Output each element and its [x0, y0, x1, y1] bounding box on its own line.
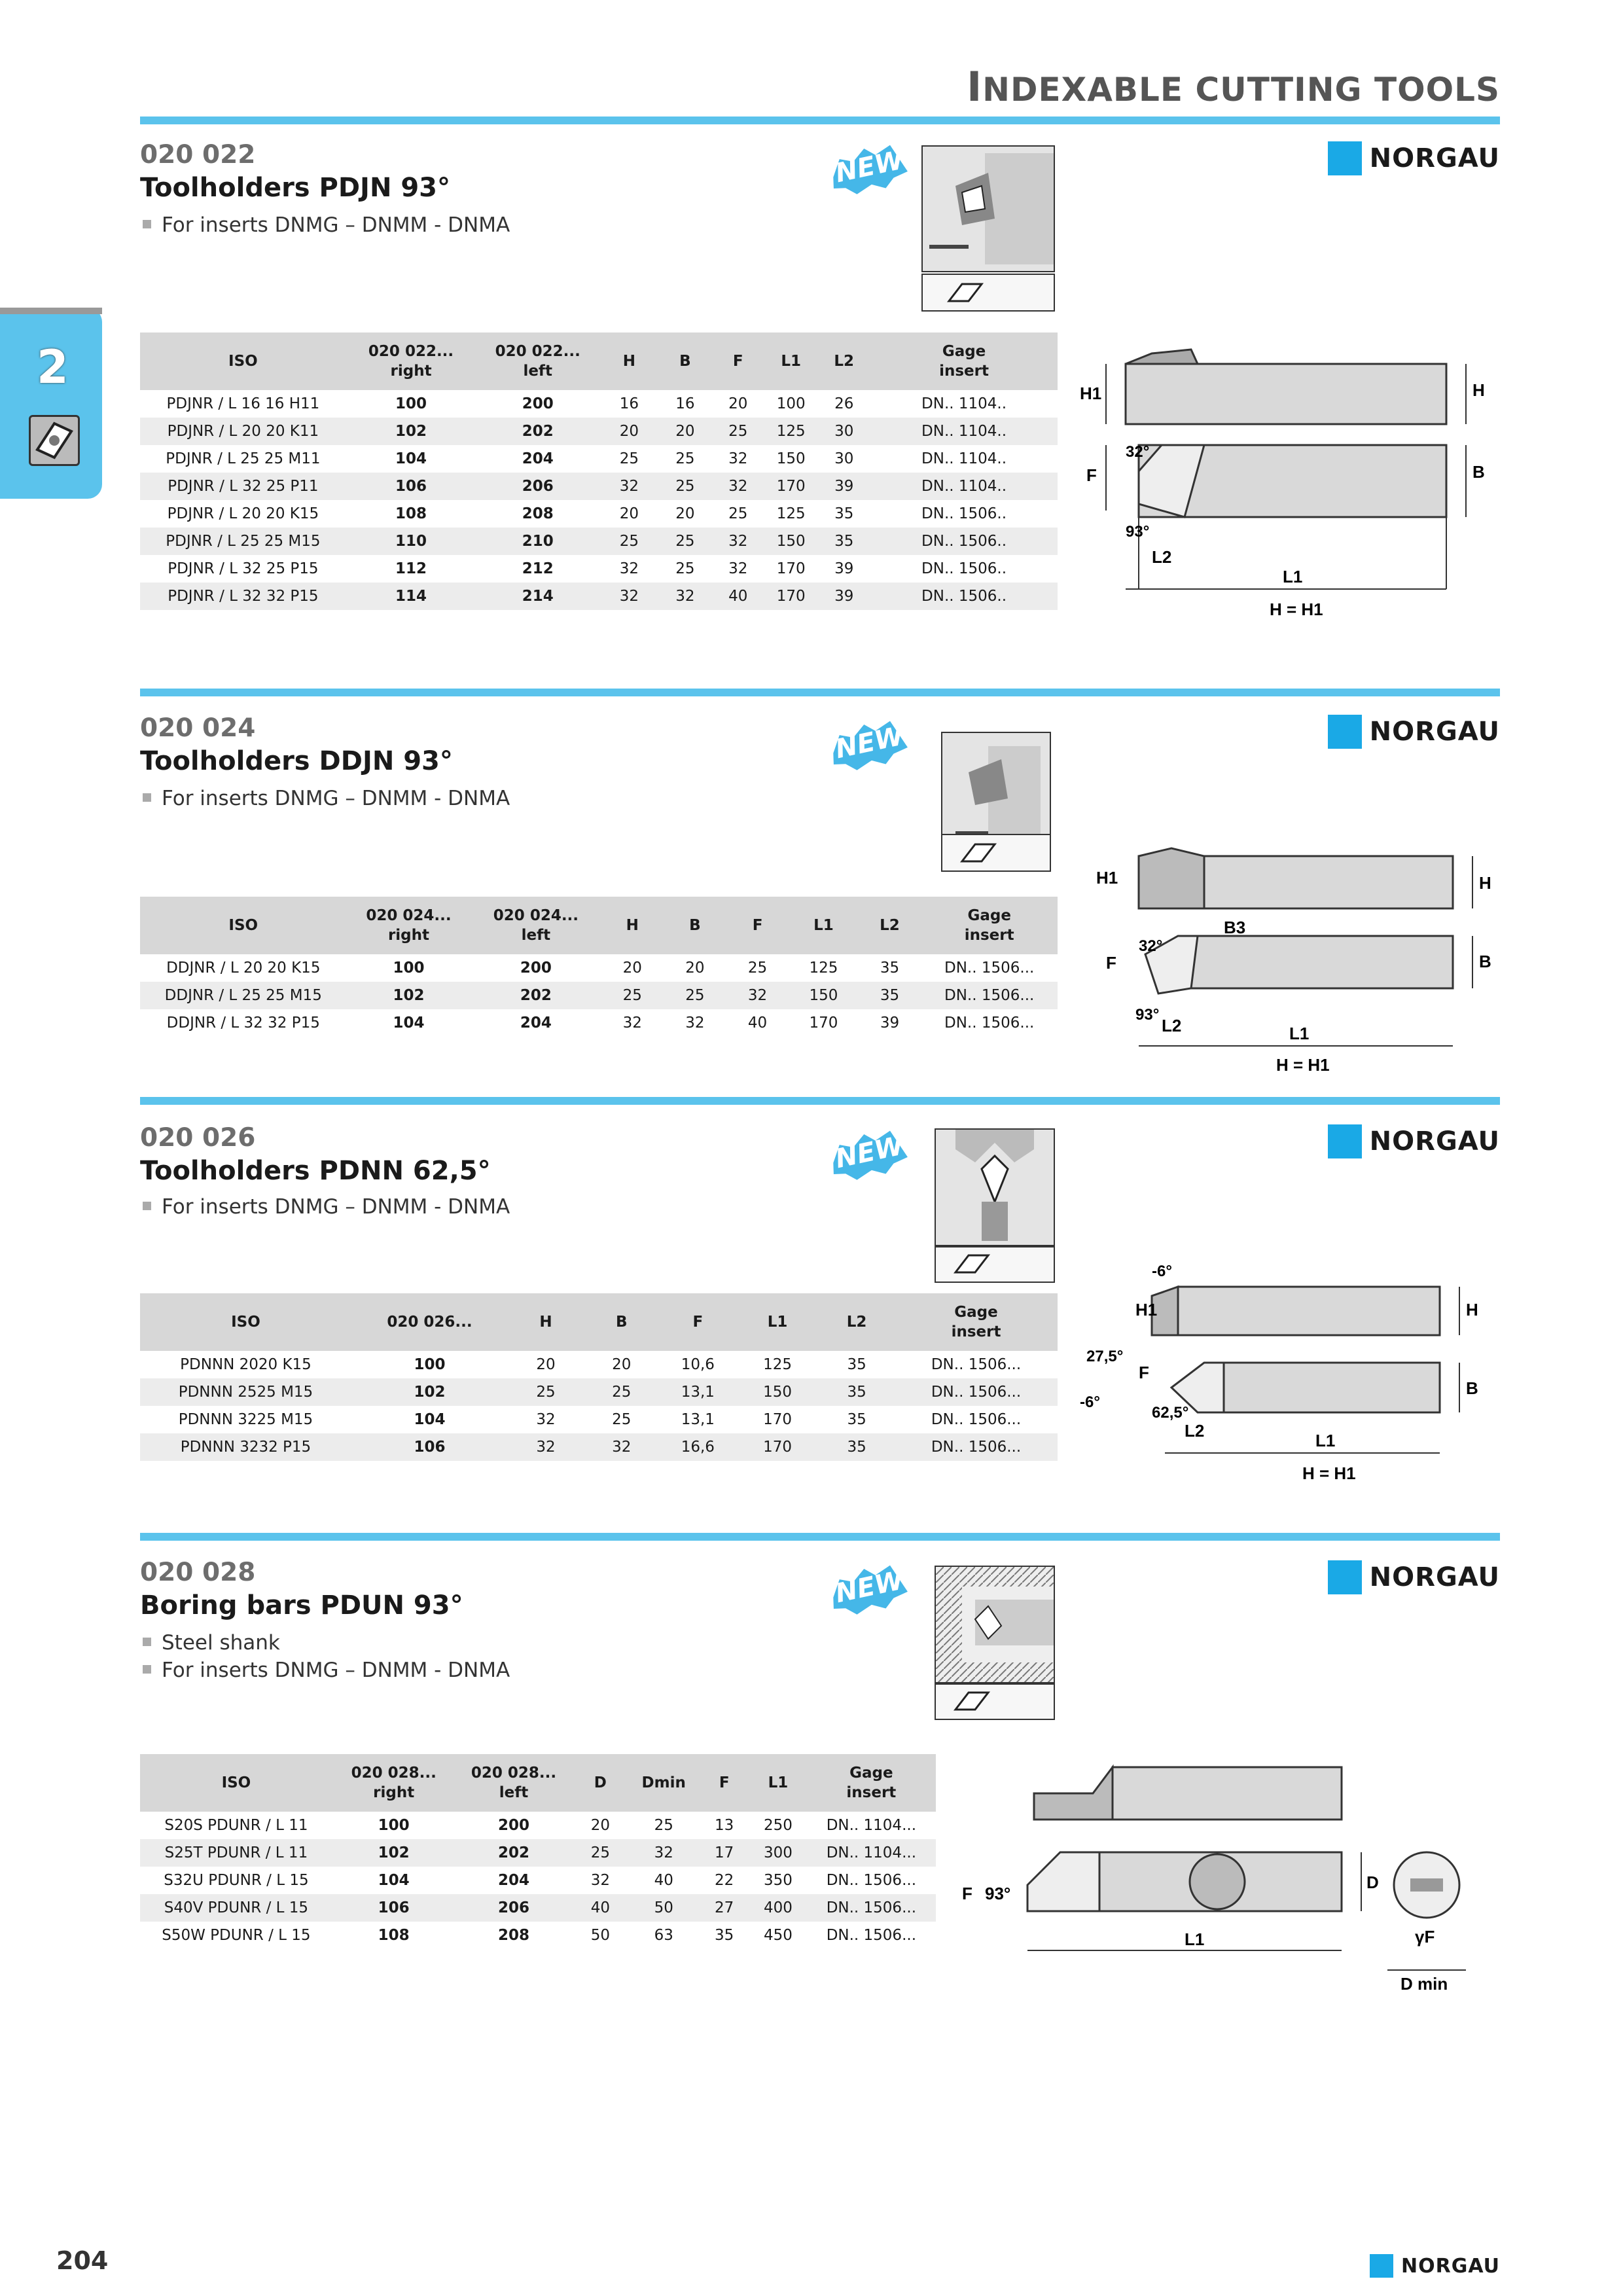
technical-drawing	[1073, 1257, 1492, 1492]
table-row: PDNNN 2525 M15 102 25 25 13,1 150 35 DN.. 1506...	[140, 1378, 1058, 1406]
column-header: Gage insert	[895, 1293, 1058, 1351]
column-header: F	[660, 1293, 736, 1351]
drawing-label: H	[1472, 380, 1485, 400]
section-title: Toolholders DDJN 93°	[140, 746, 453, 776]
insert-shape-icon	[935, 1246, 1055, 1283]
new-badge: NEW!	[833, 719, 918, 765]
column-header: L1	[749, 1754, 807, 1812]
column-header: F	[711, 332, 764, 390]
column-header: 020 022... right	[346, 332, 476, 390]
section-title: Boring bars PDUN 93°	[140, 1590, 463, 1621]
drawing-label: 93°	[985, 1884, 1011, 1903]
bullet-item: For inserts DNMG – DNMM - DNMA	[143, 213, 510, 237]
column-header: L1	[736, 1293, 819, 1351]
column-header: H	[601, 897, 664, 954]
drawing-label: D min	[1400, 1974, 1448, 1994]
page-number: 204	[56, 2246, 109, 2275]
table-row: PDJNR / L 25 25 M15 110 210 25 25 32 150 35 DN.. 1506..	[140, 528, 1058, 555]
column-header: 020 028... right	[332, 1754, 455, 1812]
chapter-tab[interactable]	[0, 308, 102, 499]
table-row: S50W PDUNR / L 15 108 208 50 63 35 450 DN.. 1506...	[140, 1922, 936, 1949]
drawing-label: B	[1479, 952, 1491, 971]
drawing-label: L1	[1289, 1024, 1310, 1043]
table-row: PDJNR / L 32 25 P11 106 206 32 25 32 170 39 DN.. 1104..	[140, 473, 1058, 500]
section-rule	[140, 689, 1500, 696]
drawing-label: γF	[1415, 1927, 1435, 1946]
toolholder-photo	[921, 145, 1055, 272]
column-header: 020 022... left	[476, 332, 599, 390]
drawing-label: L2	[1185, 1421, 1205, 1441]
spec-table	[140, 1293, 1058, 1461]
table-row: S32U PDUNR / L 15 104 204 32 40 22 350 DN.. 1506...	[140, 1867, 936, 1894]
drawing-label: B3	[1224, 918, 1246, 937]
section-code: 020 022	[140, 140, 256, 170]
column-header: L1	[789, 897, 858, 954]
bullet-item: For inserts DNMG – DNMM - DNMA	[143, 1195, 510, 1219]
section-rule	[140, 1533, 1500, 1541]
column-header: L2	[817, 332, 870, 390]
drawing-label: -6°	[1080, 1393, 1100, 1411]
drawing-label: H1	[1135, 1300, 1158, 1319]
drawing-label: 27,5°	[1086, 1348, 1124, 1365]
column-header: F	[726, 897, 789, 954]
spec-table	[140, 332, 1058, 610]
drawing-label: L1	[1315, 1431, 1336, 1450]
column-header: H	[599, 332, 658, 390]
drawing-label: H1	[1096, 868, 1118, 888]
column-header: Gage insert	[921, 897, 1058, 954]
column-header: ISO	[140, 1293, 351, 1351]
drawing-label: F	[1139, 1363, 1149, 1382]
page-header-title: INDEXABLE CUTTING TOOLS	[967, 63, 1500, 111]
chapter-tab-bar	[0, 308, 102, 314]
table-row: S25T PDUNR / L 11 102 202 25 32 17 300 DN.. 1104...	[140, 1839, 936, 1867]
drawing-label: -6°	[1152, 1263, 1172, 1280]
column-header: B	[659, 332, 712, 390]
table-row: PDNNN 3225 M15 104 32 25 13,1 170 35 DN.. 1506...	[140, 1406, 1058, 1433]
drawing-label: H1	[1080, 384, 1102, 403]
drawing-label: 32°	[1126, 443, 1150, 461]
bullet-item: Steel shank	[143, 1631, 280, 1655]
table-row: S40V PDUNR / L 15 106 206 40 50 27 400 DN.. 1506...	[140, 1894, 936, 1922]
new-badge: NEW!	[833, 1563, 918, 1609]
drawing-label: L2	[1152, 547, 1172, 567]
drawing-label: H	[1466, 1300, 1478, 1319]
drawing-label: F	[962, 1884, 972, 1903]
column-header: B	[664, 897, 726, 954]
table-row: DDJNR / L 20 20 K15 100 200 20 20 25 125 35 DN.. 1506...	[140, 954, 1058, 982]
section-rule	[140, 1097, 1500, 1105]
section-code: 020 026	[140, 1123, 256, 1153]
technical-drawing	[942, 1754, 1492, 2003]
brand-logo: NORGAU	[1328, 141, 1500, 175]
table-row: PDJNR / L 32 25 P15 112 212 32 25 32 170 39 DN.. 1506..	[140, 555, 1058, 583]
column-header: L1	[764, 332, 817, 390]
new-badge: NEW!	[833, 143, 918, 189]
brand-logo: NORGAU	[1328, 715, 1500, 749]
technical-drawing	[1073, 340, 1492, 628]
column-header: D	[572, 1754, 628, 1812]
table-row: PDNNN 3232 P15 106 32 32 16,6 170 35 DN.. 1506...	[140, 1433, 1058, 1461]
column-header: 020 024... right	[347, 897, 471, 954]
insert-shape-icon	[921, 274, 1055, 312]
bullet-item: For inserts DNMG – DNMM - DNMA	[143, 1659, 510, 1682]
drawing-label: F	[1106, 953, 1116, 973]
column-header: H	[508, 1293, 584, 1351]
drawing-label: 62,5°	[1152, 1404, 1189, 1422]
technical-drawing	[1086, 836, 1492, 1085]
column-header: Dmin	[628, 1754, 699, 1812]
drawing-label: 93°	[1126, 523, 1150, 541]
column-header: 020 024... left	[471, 897, 601, 954]
table-row: S20S PDUNR / L 11 100 200 20 25 13 250 DN.. 1104...	[140, 1812, 936, 1839]
header-rule	[140, 117, 1500, 124]
new-badge: NEW!	[833, 1128, 918, 1175]
drawing-label: B	[1466, 1378, 1478, 1398]
drawing-label: L1	[1283, 567, 1303, 586]
column-header: ISO	[140, 897, 347, 954]
column-header: 020 026...	[351, 1293, 508, 1351]
drawing-label: H = H1	[1270, 600, 1323, 619]
column-header: L2	[859, 897, 921, 954]
drawing-label: B	[1472, 462, 1485, 482]
bullet-item: For inserts DNMG – DNMM - DNMA	[143, 787, 510, 810]
column-header: Gage insert	[870, 332, 1058, 390]
column-header: F	[699, 1754, 749, 1812]
table-row: PDJNR / L 20 20 K11 102 202 20 20 25 125 30 DN.. 1104..	[140, 418, 1058, 445]
toolholder-photo	[935, 1128, 1055, 1246]
column-header: L2	[819, 1293, 895, 1351]
footer-brand-logo: NORGAU	[1370, 2254, 1500, 2278]
brand-logo: NORGAU	[1328, 1124, 1500, 1158]
spec-table	[140, 1754, 936, 1949]
column-header: Gage insert	[807, 1754, 936, 1812]
section-title: Toolholders PDJN 93°	[140, 173, 451, 203]
section-title: Toolholders PDNN 62,5°	[140, 1156, 491, 1186]
table-row: PDNNN 2020 K15 100 20 20 10,6 125 35 DN.. 1506...	[140, 1351, 1058, 1378]
drawing-label: F	[1086, 465, 1097, 485]
chapter-number: 2	[37, 340, 69, 394]
table-row: DDJNR / L 25 25 M15 102 202 25 25 32 150 35 DN.. 1506...	[140, 982, 1058, 1009]
drawing-label: H = H1	[1302, 1463, 1356, 1483]
drawing-label: L1	[1185, 1929, 1205, 1949]
boring-bar-photo	[935, 1566, 1055, 1683]
column-header: ISO	[140, 332, 346, 390]
column-header: 020 028... left	[455, 1754, 573, 1812]
drawing-label: L2	[1162, 1016, 1182, 1035]
drawing-label: 32°	[1139, 937, 1163, 955]
insert-icon	[29, 415, 80, 466]
table-row: PDJNR / L 32 32 P15 114 214 32 32 40 170 39 DN.. 1506..	[140, 583, 1058, 610]
drawing-label: H	[1479, 873, 1491, 893]
section-code: 020 024	[140, 713, 256, 743]
column-header: ISO	[140, 1754, 332, 1812]
insert-shape-icon	[935, 1683, 1055, 1720]
drawing-label: D	[1366, 1873, 1379, 1892]
brand-logo: NORGAU	[1328, 1560, 1500, 1594]
drawing-label: 93°	[1135, 1006, 1160, 1024]
drawing-label: H = H1	[1276, 1055, 1330, 1075]
table-row: DDJNR / L 32 32 P15 104 204 32 32 40 170 39 DN.. 1506...	[140, 1009, 1058, 1037]
table-row: PDJNR / L 25 25 M11 104 204 25 25 32 150 30 DN.. 1104..	[140, 445, 1058, 473]
column-header: B	[584, 1293, 660, 1351]
section-code: 020 028	[140, 1558, 256, 1587]
spec-table	[140, 897, 1058, 1037]
insert-shape-icon	[941, 834, 1051, 872]
table-row: PDJNR / L 20 20 K15 108 208 20 20 25 125 35 DN.. 1506..	[140, 500, 1058, 528]
table-row: PDJNR / L 16 16 H11 100 200 16 16 20 100 26 DN.. 1104..	[140, 390, 1058, 418]
